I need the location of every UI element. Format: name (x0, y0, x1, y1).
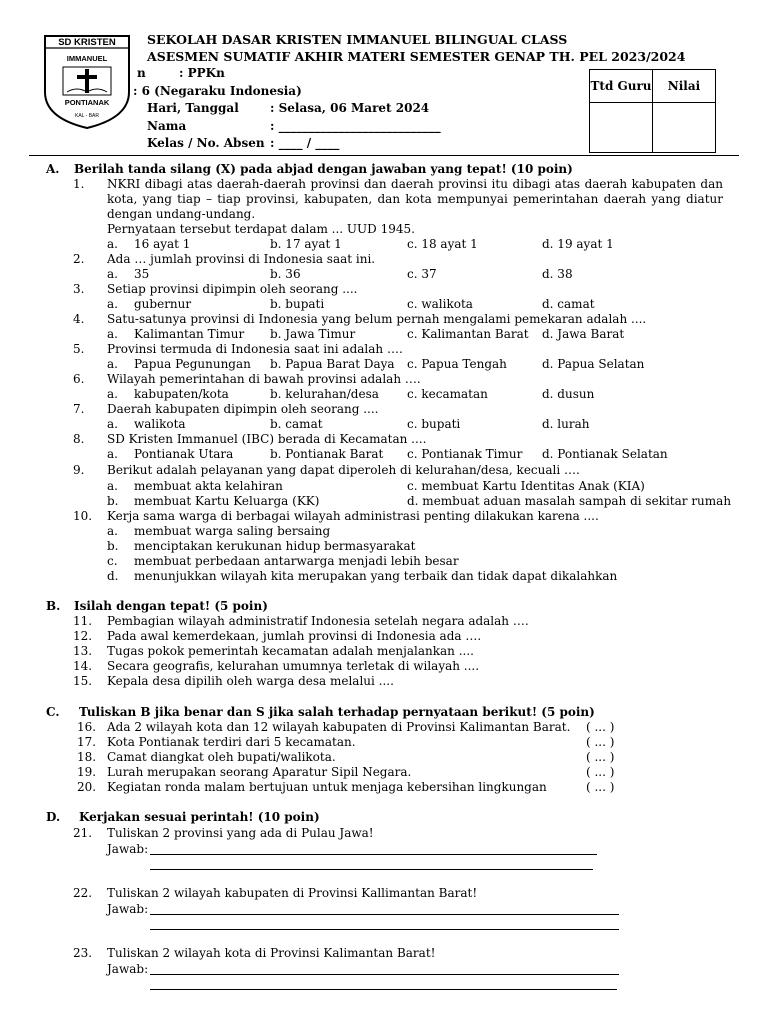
q8-option-b[interactable]: b. Pontianak Barat (270, 447, 384, 461)
q2-text: Ada … jumlah provinsi di Indonesia saat ini. (107, 252, 376, 266)
q20-number: 20. (77, 780, 97, 794)
q17-number: 17. (77, 735, 97, 749)
q23-answer-line-1[interactable] (150, 974, 619, 975)
question-number: 1. (73, 177, 85, 191)
q23-answer-line-2[interactable] (150, 989, 617, 990)
q10-text: Kerja sama warga di berbagai wilayah administrasi penting dilakukan karena .... (107, 509, 599, 523)
q21-answer-line-2[interactable] (150, 869, 593, 870)
q9-option-d[interactable]: d. membuat aduan masalah sampah di sekitar rumah (407, 494, 732, 508)
q1-option-c[interactable]: c. 18 ayat 1 (407, 237, 478, 251)
q8-number: 8. (73, 432, 85, 446)
q16-number: 16. (77, 720, 97, 734)
logo-bottom-text: PONTIANAK (64, 98, 110, 107)
q8-text: SD Kristen Immanuel (IBC) berada di Kecamatan .... (107, 432, 427, 446)
ttd-guru-header: Ttd Guru (590, 70, 653, 103)
q21-number: 21. (73, 826, 93, 840)
q19-text: Lurah merupakan seorang Aparatur Sipil Negara. (107, 765, 412, 779)
q16-text: Ada 2 wilayah kota dan 12 wilayah kabupaten di Provinsi Kalimantan Barat. (107, 720, 571, 734)
q5-option-d[interactable]: d. Papua Selatan (542, 357, 645, 371)
q1-option-b[interactable]: b. 17 ayat 1 (270, 237, 342, 251)
logo-top-text: SD KRISTEN (58, 37, 116, 48)
q2-number: 2. (73, 252, 85, 266)
q12-text: Pada awal kemerdekaan, jumlah provinsi di Indonesia ada …. (107, 629, 482, 643)
section-a-heading (46, 162, 706, 177)
q8-option-c[interactable]: c. Pontianak Timur (407, 447, 523, 461)
section-c-heading (46, 705, 706, 720)
subject-value: : PPKn (179, 66, 225, 80)
q7-text: Daerah kabupaten dipimpin oleh seorang .... (107, 402, 379, 416)
logo-mid-text: IMMANUEL (66, 54, 108, 63)
q22-number: 22. (73, 886, 93, 900)
section-a-letter: A. (46, 162, 60, 176)
q11-text: Pembagian wilayah administratif Indonesia setelah negara adalah …. (107, 614, 529, 628)
subject-label: n (137, 66, 146, 80)
q1-option-d[interactable]: d. 19 ayat 1 (542, 237, 614, 251)
class-field[interactable]: : ____ / ____ (270, 136, 340, 150)
school-logo (43, 34, 131, 130)
section-b-title: Isilah dengan tepat! (5 poin) (74, 599, 268, 613)
q2-option-c[interactable]: c. 37 (407, 267, 437, 281)
logo-tag-text: KAL - BAR (75, 113, 99, 119)
q3-option-b[interactable]: b. bupati (270, 297, 325, 311)
q3-option-c[interactable]: c. walikota (407, 297, 473, 311)
q9-option-c[interactable]: c. membuat Kartu Identitas Anak (KIA) (407, 479, 645, 493)
q18-text: Camat diangkat oleh bupati/walikota. (107, 750, 336, 764)
q17-text: Kota Pontianak terdiri dari 5 kecamatan. (107, 735, 356, 749)
q6-option-d[interactable]: d. dusun (542, 387, 595, 401)
q8-option-d[interactable]: d. Pontianak Selatan (542, 447, 668, 461)
q5-option-b[interactable]: b. Papua Barat Daya (270, 357, 395, 371)
q4-option-d[interactable]: d. Jawa Barat (542, 327, 625, 341)
ttd-guru-cell[interactable] (590, 103, 653, 153)
q3-option-d[interactable]: d. camat (542, 297, 595, 311)
q6-option-b[interactable]: b. kelurahan/desa (270, 387, 379, 401)
name-label: Nama (147, 119, 187, 133)
q3-text: Setiap provinsi dipimpin oleh seorang .... (107, 282, 358, 296)
header-divider (29, 155, 739, 156)
date-label: Hari, Tanggal (147, 101, 239, 115)
q13-text: Tugas pokok pemerintah kecamatan adalah menjalankan .... (107, 644, 474, 658)
q19-number: 19. (77, 765, 97, 779)
nilai-cell[interactable] (653, 103, 716, 153)
q2-option-d[interactable]: d. 38 (542, 267, 573, 281)
q7-number: 7. (73, 402, 85, 416)
section-b-letter: B. (46, 599, 61, 613)
q15-number: 15. (73, 674, 93, 688)
q12-number: 12. (73, 629, 93, 643)
q21-answer-line-1[interactable] (150, 854, 597, 855)
q7-option-b[interactable]: b. camat (270, 417, 323, 431)
q5-text: Provinsi termuda di Indonesia saat ini adalah …. (107, 342, 403, 356)
q5-option-c[interactable]: c. Papua Tengah (407, 357, 507, 371)
section-b-heading (46, 599, 706, 614)
q18-answer-box[interactable]: ( ... ) (586, 750, 615, 764)
q23-jawab-label: Jawab: (107, 962, 149, 976)
q21-jawab-label: Jawab: (107, 842, 149, 856)
grade-box (589, 69, 716, 153)
section-d-heading (46, 810, 706, 825)
theme-value: : 6 (Negaraku Indonesia) (133, 84, 302, 98)
q23-number: 23. (73, 946, 93, 960)
q20-answer-box[interactable]: ( ... ) (586, 780, 615, 794)
section-d-title: Kerjakan sesuai perintah! (10 poin) (79, 810, 320, 824)
q4-option-b[interactable]: b. Jawa Timur (270, 327, 356, 341)
q9-number: 9. (73, 463, 85, 477)
q10-number: 10. (73, 509, 93, 523)
q4-number: 4. (73, 312, 85, 326)
q18-number: 18. (77, 750, 97, 764)
exam-title: ASESMEN SUMATIF AKHIR MATERI SEMESTER GENAP TH. PEL 2023/2024 (147, 49, 686, 64)
q4-text: Satu-satunya provinsi di Indonesia yang belum pernah mengalami pemekaran adalah .... (107, 312, 647, 326)
q7-option-c[interactable]: c. bupati (407, 417, 461, 431)
q20-text: Kegiatan ronda malam bertujuan untuk menjaga kebersihan lingkungan (107, 780, 547, 794)
date-value: : Selasa, 06 Maret 2024 (270, 101, 430, 115)
q7-option-d[interactable]: d. lurah (542, 417, 590, 431)
section-c-title: Tuliskan B jika benar dan S jika salah terhadap pernyataan berikut! (5 poin) (79, 705, 595, 719)
q3-number: 3. (73, 282, 85, 296)
q22-jawab-label: Jawab: (107, 902, 149, 916)
q2-option-b[interactable]: b. 36 (270, 267, 301, 281)
section-a-title: Berilah tanda silang (X) pada abjad dengan jawaban yang tepat! (10 poin) (74, 162, 573, 176)
q13-number: 13. (73, 644, 93, 658)
q21-text: Tuliskan 2 provinsi yang ada di Pulau Jawa! (107, 826, 374, 840)
q22-text: Tuliskan 2 wilayah kabupaten di Provinsi Kallimantan Barat! (107, 886, 478, 900)
q22-answer-line-1[interactable] (150, 914, 619, 915)
q17-answer-box[interactable]: ( ... ) (586, 735, 615, 749)
nilai-header: Nilai (653, 70, 716, 103)
q5-number: 5. (73, 342, 85, 356)
q14-number: 14. (73, 659, 93, 673)
q11-number: 11. (73, 614, 93, 628)
q6-option-c[interactable]: c. kecamatan (407, 387, 488, 401)
q19-answer-box[interactable]: ( ... ) (586, 765, 615, 779)
question-text: NKRI dibagi atas daerah-daerah provinsi dan daerah provinsi itu dibagi atas daerah kabupaten dan kota, yang tiap – tiap provinsi, kabupaten, dan kota mempunyai pemerintahan daerah yang diatur dengan undang-undang. (107, 177, 723, 221)
q6-number: 6. (73, 372, 85, 386)
q23-text: Tuliskan 2 wilayah kota di Provinsi Kalimantan Barat! (107, 946, 436, 960)
q16-answer-box[interactable]: ( ... ) (586, 720, 615, 734)
class-label: Kelas / No. Absen (147, 136, 265, 150)
section-d-letter: D. (46, 810, 61, 824)
q14-text: Secara geografis, kelurahan umumnya terletak di wilayah .... (107, 659, 480, 673)
q9-text: Berikut adalah pelayanan yang dapat diperoleh di kelurahan/desa, kecuali …. (107, 463, 580, 477)
section-c-letter: C. (46, 705, 60, 719)
q15-text: Kepala desa dipilih oleh warga desa melalui .... (107, 674, 394, 688)
q6-text: Wilayah pemerintahan di bawah provinsi adalah …. (107, 372, 421, 386)
q22-answer-line-2[interactable] (150, 929, 619, 930)
q4-option-c[interactable]: c. Kalimantan Barat (407, 327, 529, 341)
school-title: SEKOLAH DASAR KRISTEN IMMANUEL BILINGUAL CLASS (147, 32, 568, 47)
name-field[interactable]: : ___________________________ (270, 119, 441, 133)
question-1-text-2: Pernyataan tersebut terdapat dalam ... UUD 1945. (107, 222, 415, 236)
